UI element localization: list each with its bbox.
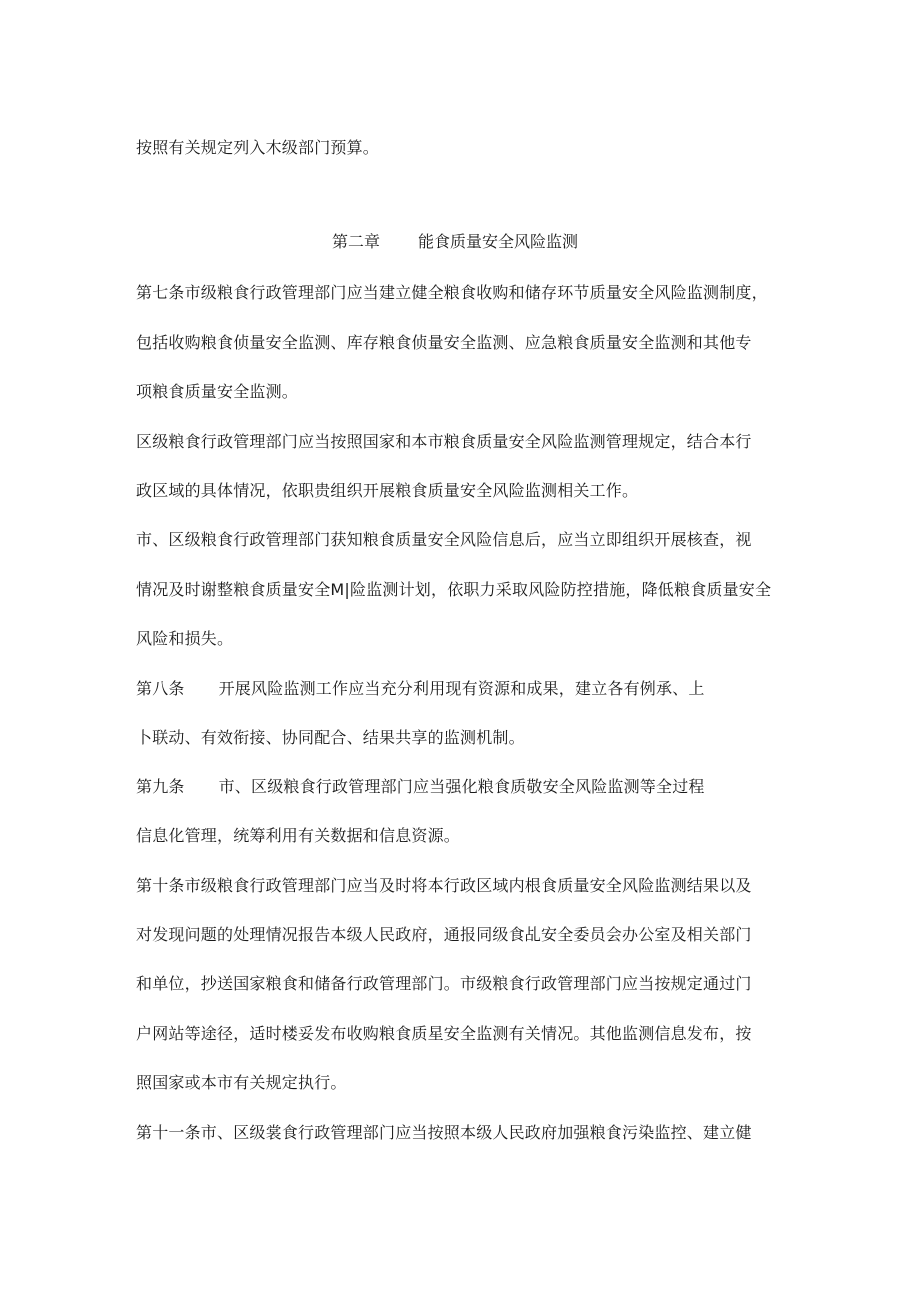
article-line [136, 679, 705, 699]
paragraph-line: 第十条市级粮食行政管理部门应当及时将本行政区域内根食质量安全风险监测结果以及 [136, 876, 752, 895]
paragraph-line: 第七条市级粮食行政管理部门应当建立健全粮食收购和储存环节质量安全风险监测制度， [136, 283, 768, 302]
article-label: 第九条 [136, 777, 185, 796]
paragraph-line: 照国家或本市有关规定执行。 [136, 1073, 347, 1092]
paragraph-line: 按照有关规定列入木级部门预算。 [136, 138, 380, 157]
paragraph-line: 项粮食质量安全监测。 [136, 382, 299, 401]
paragraph-line: 包括收购粮食侦量安全监测、库存粮食侦量安全监测、应急粮食质量安全监测和其他专 [136, 333, 752, 352]
paragraph-line: 户网站等途径，适时楼妥发布收购粮食质星安全监测有关情况。其他监测信息发布，按 [136, 1024, 752, 1043]
paragraph-line: 对发现问题的处理情况报告本级人民政府，通报同级食乩安全委员会办公室及相关部门 [136, 925, 752, 944]
paragraph-line: 和单位，抄送国家粮食和储备行政管理部门。市级粮食行政管理部门应当按规定通过门 [136, 974, 752, 993]
paragraph-line: 市、区级粮食行政管理部门获知粮食质量安全风险信息后，应当立即组织开展核查，视 [136, 530, 752, 549]
paragraph-line: 政区域的具体情况，依职贵组织开展粮食质量安全风险监测相关工作。 [136, 481, 639, 500]
paragraph-line: 第十一条市、区级裳食行政管理部门应当按照本级人民政府加强粮食污染监控、建立健 [136, 1123, 752, 1142]
article-label: 第八条 [136, 679, 185, 698]
chapter-title: 能食质量安全风险监测 [418, 232, 579, 251]
paragraph-line: 情况及时谢整粮食质量安全M|险监测计划，依职力采取风险防控措施，降低粮食质量安全 [136, 580, 772, 599]
article-text: 开展风险监测工作应当充分利用现有资源和成果，建立各有例承、上 [218, 679, 705, 698]
article-line [136, 777, 705, 797]
paragraph-line: 信息化管理，统筹利用有关数据和信息资源。 [136, 826, 461, 845]
chapter-heading [332, 232, 578, 252]
paragraph-line: 风险和损失。 [136, 629, 234, 648]
paragraph-line: 卜联动、有效衔接、协同配合、结果共享的监测机制。 [136, 728, 525, 747]
paragraph-line: 区级粮食行政管理部门应当按照国家和本市粮食质量安全风险监测管理规定，结合本行 [136, 432, 752, 451]
article-text: 市、区级粮食行政管理部门应当强化粮食质敬安全风险监测等全过程 [218, 777, 705, 796]
chapter-number: 第二章 [332, 232, 381, 251]
